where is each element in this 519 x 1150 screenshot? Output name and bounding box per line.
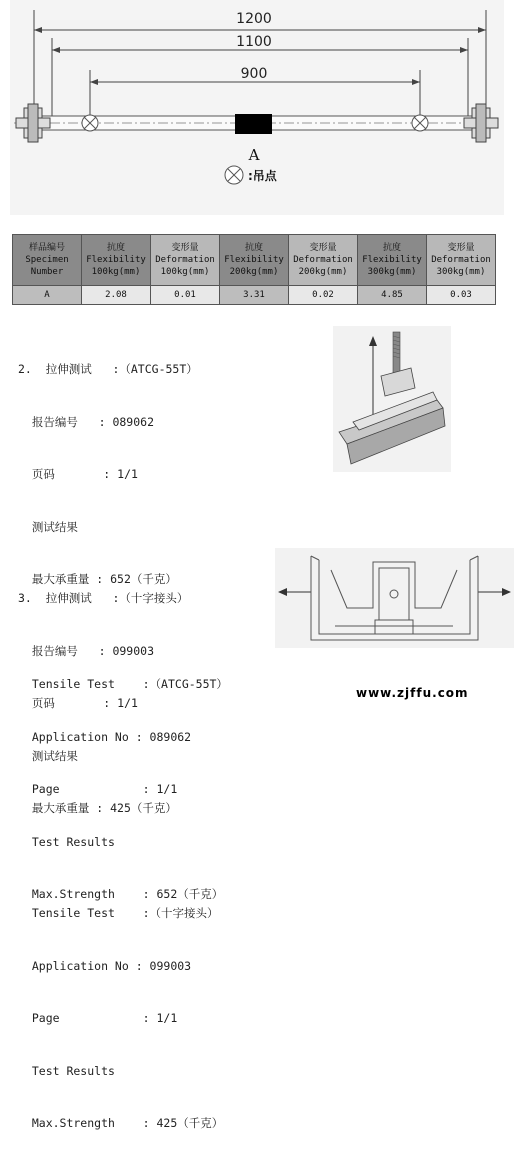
table-cell: 0.03 bbox=[427, 286, 496, 305]
header-cn: 抗度 bbox=[106, 243, 125, 253]
header-en: Deformation bbox=[293, 255, 353, 265]
section2-line: Tensile Test :（ATCG-55T） bbox=[18, 677, 228, 691]
section3-line: 测试结果 bbox=[18, 748, 78, 763]
section2-line: 报告编号 : 089062 bbox=[18, 414, 155, 429]
table-cell: 3.31 bbox=[220, 286, 289, 305]
section3-line: Application No : 099003 bbox=[18, 958, 192, 973]
section2-line: Max.Strength : 652（千克） bbox=[18, 887, 224, 901]
header-cn: 抗度 bbox=[382, 243, 401, 253]
cross-connector-svg bbox=[275, 548, 514, 648]
section3-line: Test Results bbox=[18, 1063, 115, 1078]
header-cn: 变形量 bbox=[309, 243, 337, 253]
dim-1100-label: 1100 bbox=[236, 34, 272, 50]
header-unit: 300kg(mm) bbox=[436, 267, 486, 277]
section2-line: 页码 : 1/1 bbox=[18, 467, 138, 481]
table-cell: 0.01 bbox=[151, 286, 220, 305]
header-cell bbox=[427, 235, 496, 286]
section3-line: Max.Strength : 425（千克） bbox=[18, 1116, 224, 1130]
section3-line: Tensile Test :（十字接头） bbox=[18, 906, 219, 920]
header-cell bbox=[358, 235, 427, 286]
dim-900-label: 900 bbox=[240, 66, 268, 82]
cross-connector-tensile-figure bbox=[275, 548, 514, 648]
table-header-row bbox=[13, 235, 496, 286]
header-unit: 100kg(mm) bbox=[160, 267, 210, 277]
hanging-point-right-icon bbox=[412, 115, 428, 131]
header-cn: 变形量 bbox=[447, 243, 475, 253]
table-cell: 4.85 bbox=[358, 286, 427, 305]
table-cell: 0.02 bbox=[289, 286, 358, 305]
section3-line: Page : 1/1 bbox=[18, 1011, 178, 1025]
section2-line: Application No : 089062 bbox=[18, 729, 192, 744]
header-cell bbox=[13, 235, 82, 286]
section3-line: 页码 : 1/1 bbox=[18, 696, 138, 710]
section3-line: 报告编号 : 099003 bbox=[18, 643, 155, 658]
table-cell: 2.08 bbox=[82, 286, 151, 305]
website-url: www.zjffu.com bbox=[356, 686, 469, 700]
right-connector-icon bbox=[464, 104, 498, 142]
header-unit: 200kg(mm) bbox=[298, 267, 348, 277]
header-unit: 200kg(mm) bbox=[229, 267, 279, 277]
header-cell bbox=[151, 235, 220, 286]
header-en: Flexibility bbox=[86, 255, 146, 265]
header-cell bbox=[289, 235, 358, 286]
dim-1200-label: 1200 bbox=[236, 11, 272, 27]
header-cn: 变形量 bbox=[171, 243, 199, 253]
header-cell bbox=[82, 235, 151, 286]
section2-line: Page : 1/1 bbox=[18, 782, 178, 796]
header-unit: 100kg(mm) bbox=[91, 267, 141, 277]
legend-label: :吊点 bbox=[248, 169, 277, 183]
section3-line bbox=[18, 853, 223, 871]
left-connector-icon bbox=[16, 104, 50, 142]
table-cell: A bbox=[13, 286, 82, 305]
header-cn: 抗度 bbox=[244, 243, 263, 253]
section2-line: 测试结果 bbox=[18, 519, 78, 534]
beam-dimension-diagram bbox=[10, 0, 504, 215]
flexibility-table bbox=[12, 234, 496, 305]
profile-tensile-svg bbox=[333, 326, 451, 472]
header-cell bbox=[220, 235, 289, 286]
legend-hanging-point-icon bbox=[225, 166, 243, 184]
header-en: Flexibility bbox=[362, 255, 422, 265]
section2-line: Test Results bbox=[18, 834, 115, 849]
point-a-label: A bbox=[248, 146, 260, 164]
tensile-test-section-3 bbox=[18, 555, 223, 1150]
hanging-point-left-icon bbox=[82, 115, 98, 131]
section2-line: 2. 拉伸测试 :（ATCG-55T） bbox=[18, 362, 198, 376]
profile-tensile-figure bbox=[333, 326, 451, 472]
section3-line: 最大承重量 : 425（千克） bbox=[18, 801, 177, 815]
header-en: Deformation bbox=[431, 255, 491, 265]
header-en: Specimen bbox=[25, 255, 69, 265]
load-block bbox=[235, 114, 272, 134]
header-unit: 300kg(mm) bbox=[367, 267, 417, 277]
header-cn: 样品编号 bbox=[28, 243, 65, 253]
header-en: Deformation bbox=[155, 255, 215, 265]
table-row bbox=[13, 286, 496, 305]
header-unit: Number bbox=[30, 267, 64, 277]
beam-dimension-svg bbox=[10, 0, 504, 215]
section2-line: 最大承重量 : 652（千克） bbox=[18, 572, 177, 586]
section3-line: 3. 拉伸测试 :（十字接头） bbox=[18, 591, 189, 605]
header-en: Flexibility bbox=[224, 255, 284, 265]
